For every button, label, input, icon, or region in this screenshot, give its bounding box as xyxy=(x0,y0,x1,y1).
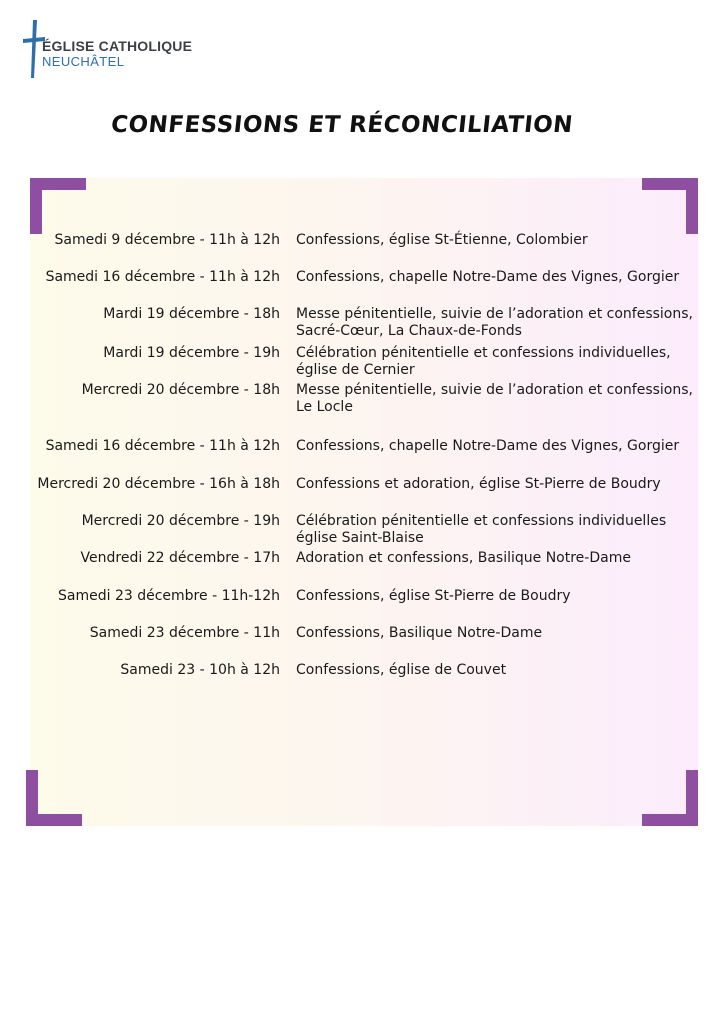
schedule-when: Samedi 23 décembre - 11h xyxy=(89,625,280,641)
schedule-what xyxy=(296,662,696,679)
logo-line1: ÉGLISE CATHOLIQUE xyxy=(42,38,193,54)
schedule-when: Samedi 9 décembre - 11h à 12h xyxy=(54,232,280,248)
schedule-what-line: Le Locle xyxy=(296,399,353,415)
schedule-what-line: Sacré-Cœur, La Chaux-de-Fonds xyxy=(296,323,522,339)
schedule-what-line: Confessions, église de Couvet xyxy=(296,662,507,678)
corner-bracket-top-right xyxy=(642,178,698,234)
corner-bracket-bottom-right xyxy=(642,770,698,826)
schedule-what-line: église de Cernier xyxy=(296,362,415,378)
schedule-what-line: Confessions, église St-Pierre de Boudry xyxy=(296,588,571,604)
page-title: CONFESSIONS ET RÉCONCILIATION xyxy=(109,112,575,138)
schedule-when: Mercredi 20 décembre - 19h xyxy=(81,513,280,529)
logo-line2: NEUCHÂTEL xyxy=(42,54,125,69)
schedule-what xyxy=(296,550,696,567)
schedule-what-line: Confessions, chapelle Notre-Dame des Vignes, Gorgier xyxy=(296,438,680,454)
schedule-what xyxy=(296,476,696,493)
schedule-what-line: Célébration pénitentielle et confessions individuelles xyxy=(296,513,667,529)
schedule-when: Mercredi 20 décembre - 16h à 18h xyxy=(37,476,280,492)
schedule-what xyxy=(296,588,696,605)
schedule-when: Samedi 16 décembre - 11h à 12h xyxy=(45,438,280,454)
corner-bracket-top-left xyxy=(30,178,86,234)
schedule-what-line: Confessions et adoration, église St-Pierre de Boudry xyxy=(296,476,661,492)
schedule-what xyxy=(296,345,696,379)
schedule-what xyxy=(296,513,696,547)
schedule-what-line: Adoration et confessions, Basilique Notre-Dame xyxy=(296,550,631,566)
schedule-what xyxy=(296,306,696,340)
schedule-what-line: Confessions, chapelle Notre-Dame des Vignes, Gorgier xyxy=(296,269,680,285)
schedule-when: Mardi 19 décembre - 18h xyxy=(103,306,280,322)
schedule-what-line: Célébration pénitentielle et confessions individuelles, xyxy=(296,345,671,361)
schedule-what xyxy=(296,438,696,455)
schedule-when: Samedi 16 décembre - 11h à 12h xyxy=(45,269,280,285)
schedule-when: Samedi 23 décembre - 11h-12h xyxy=(58,588,280,604)
schedule-what-line: église Saint-Blaise xyxy=(296,530,424,546)
schedule-when: Mercredi 20 décembre - 18h xyxy=(81,382,280,398)
schedule-what-line: Messe pénitentielle, suivie de l’adoration et confessions, xyxy=(296,306,693,322)
schedule-what-line: Confessions, église St-Étienne, Colombier xyxy=(296,232,588,248)
schedule-what-line: Confessions, Basilique Notre-Dame xyxy=(296,625,543,641)
schedule-what xyxy=(296,232,696,249)
schedule-what xyxy=(296,625,696,642)
schedule-when: Vendredi 22 décembre - 17h xyxy=(80,550,280,566)
corner-bracket-bottom-left xyxy=(26,770,82,826)
schedule-when: Mardi 19 décembre - 19h xyxy=(103,345,280,361)
logo xyxy=(22,18,192,78)
schedule-when: Samedi 23 - 10h à 12h xyxy=(120,662,280,678)
schedule-what xyxy=(296,382,696,416)
schedule-what xyxy=(296,269,696,286)
schedule-what-line: Messe pénitentielle, suivie de l’adoration et confessions, xyxy=(296,382,693,398)
